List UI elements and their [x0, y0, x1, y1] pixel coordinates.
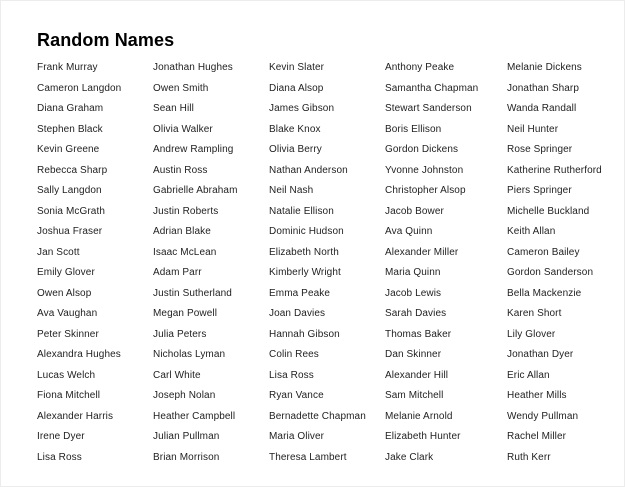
name-item: Eric Allan	[507, 369, 550, 381]
name-item: Julia Peters	[153, 328, 207, 340]
name-item: Megan Powell	[153, 308, 218, 319]
name-item: Wanda Randall	[507, 103, 577, 114]
name-item: Melanie Dickens	[507, 62, 582, 73]
name-item: Jonathan Dyer	[507, 349, 574, 360]
name-item: Christopher Alsop	[385, 185, 466, 196]
name-item: Diana Alsop	[269, 82, 324, 94]
name-item: Theresa Lambert	[269, 451, 347, 463]
name-item: Ruth Kerr	[507, 451, 551, 463]
name-item: Emily Glover	[37, 267, 95, 278]
name-item: Carl White	[153, 369, 201, 381]
name-item: Sam Mitchell	[385, 390, 444, 401]
name-item: Nathan Anderson	[269, 164, 348, 176]
name-item: Dominic Hudson	[269, 226, 344, 237]
name-item: Lucas Welch	[37, 369, 96, 381]
name-item: Peter Skinner	[37, 328, 99, 340]
name-item: Blake Knox	[269, 123, 321, 135]
name-item: Natalie Ellison	[269, 205, 334, 217]
name-item: James Gibson	[269, 103, 335, 114]
name-item: Yvonne Johnston	[385, 164, 464, 176]
name-item: Alexandra Hughes	[37, 349, 121, 360]
name-item: Wendy Pullman	[507, 410, 579, 422]
name-item: Alexander Miller	[385, 246, 459, 258]
name-item: Julian Pullman	[153, 431, 220, 442]
name-item: Gordon Dickens	[385, 144, 459, 155]
name-item: Thomas Baker	[385, 328, 452, 340]
page-title: Random Names	[37, 30, 175, 50]
name-item: Piers Springer	[507, 185, 572, 196]
name-item: Lisa Ross	[37, 451, 82, 463]
name-item: Sarah Davies	[385, 308, 447, 319]
name-item: Ava Vaughan	[37, 308, 98, 319]
name-item: Boris Ellison	[385, 123, 442, 135]
name-item: Katherine Rutherford	[507, 164, 602, 176]
name-item: Andrew Rampling	[153, 144, 234, 155]
name-item: Elizabeth North	[269, 246, 339, 258]
name-item: Hannah Gibson	[269, 328, 340, 340]
name-item: Justin Roberts	[153, 205, 219, 217]
page	[37, 29, 624, 468]
name-item: Jonathan Sharp	[507, 82, 580, 94]
name-item: Nicholas Lyman	[153, 349, 226, 360]
name-item: Elizabeth Hunter	[385, 431, 461, 442]
name-item: Stewart Sanderson	[385, 103, 472, 114]
name-item: Isaac McLean	[153, 246, 217, 258]
name-item: Kevin Slater	[269, 62, 325, 73]
name-item: Adam Parr	[153, 267, 202, 278]
name-item: Anthony Peake	[385, 62, 455, 73]
name-item: Lisa Ross	[269, 369, 314, 381]
name-item: Maria Oliver	[269, 431, 325, 442]
name-item: Alexander Hill	[385, 369, 449, 381]
name-item: Justin Sutherland	[153, 287, 232, 299]
name-item: Bella Mackenzie	[507, 287, 582, 299]
name-item: Joshua Fraser	[37, 226, 103, 237]
name-item: Adrian Blake	[153, 226, 211, 237]
name-item: Dan Skinner	[385, 349, 442, 360]
name-item: Neil Nash	[269, 185, 314, 196]
name-item: Rachel Miller	[507, 431, 567, 442]
name-item: Melanie Arnold	[385, 410, 453, 422]
name-item: Stephen Black	[37, 123, 103, 135]
name-item: Joseph Nolan	[153, 390, 216, 401]
name-item: Cameron Bailey	[507, 246, 580, 258]
name-item: Ryan Vance	[269, 390, 324, 401]
name-item: Sean Hill	[153, 103, 194, 114]
name-item: Gordon Sanderson	[507, 267, 594, 278]
name-item: Jonathan Hughes	[153, 62, 233, 73]
name-item: Gabrielle Abraham	[153, 185, 238, 196]
name-item: Fiona Mitchell	[37, 390, 101, 401]
name-item: Neil Hunter	[507, 123, 559, 135]
name-item: Olivia Walker	[153, 123, 213, 135]
name-item: Owen Smith	[153, 82, 209, 94]
name-item: Joan Davies	[269, 308, 326, 319]
name-item: Bernadette Chapman	[269, 410, 366, 422]
name-item: Jacob Bower	[385, 205, 444, 217]
name-item: Austin Ross	[153, 164, 208, 176]
name-item: Kevin Greene	[37, 144, 100, 155]
name-item: Jan Scott	[37, 246, 80, 258]
name-item: Alexander Harris	[37, 410, 114, 422]
name-item: Jake Clark	[385, 451, 434, 463]
name-item: Olivia Berry	[269, 144, 322, 155]
name-item: Sonia McGrath	[37, 205, 105, 217]
name-item: Kimberly Wright	[269, 267, 341, 278]
name-item: Sally Langdon	[37, 185, 102, 196]
name-item: Karen Short	[507, 308, 562, 319]
name-item: Maria Quinn	[385, 267, 441, 278]
name-item: Michelle Buckland	[507, 205, 590, 217]
name-item: Irene Dyer	[37, 431, 85, 442]
name-item: Owen Alsop	[37, 287, 92, 299]
name-item: Lily Glover	[507, 328, 556, 340]
name-item: Heather Campbell	[153, 410, 236, 422]
name-item: Cameron Langdon	[37, 82, 122, 94]
name-item: Frank Murray	[37, 62, 98, 73]
name-item: Rebecca Sharp	[37, 164, 108, 176]
name-item: Emma Peake	[269, 287, 331, 299]
name-item: Keith Allan	[507, 226, 556, 237]
names-grid	[37, 58, 624, 468]
name-item: Brian Morrison	[153, 451, 220, 463]
name-item: Jacob Lewis	[385, 287, 442, 299]
name-item: Diana Graham	[37, 103, 104, 114]
name-item: Ava Quinn	[385, 226, 433, 237]
name-item: Rose Springer	[507, 144, 573, 155]
name-item: Samantha Chapman	[385, 82, 479, 94]
name-item: Colin Rees	[269, 349, 319, 360]
name-item: Heather Mills	[507, 390, 567, 401]
